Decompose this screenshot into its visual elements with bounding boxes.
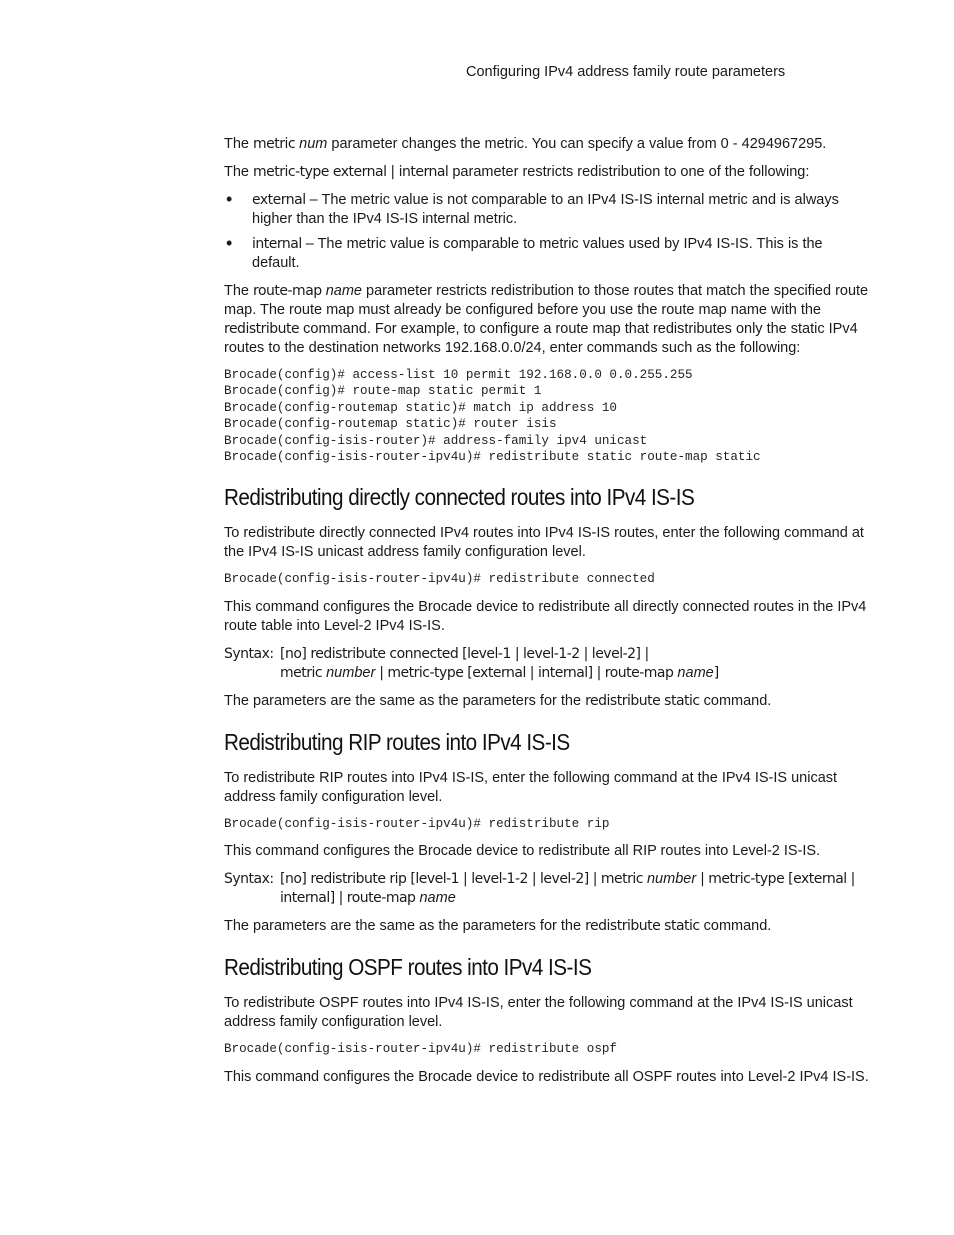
section-paragraph: This command configures the Brocade device to redistribute all OSPF routes into Level-2 IPv4 IS-IS.: [224, 1068, 869, 1085]
section-heading: Redistributing OSPF routes into IPv4 IS-IS: [224, 954, 592, 981]
section-heading: Redistributing directly connected routes into IPv4 IS-IS: [224, 484, 695, 511]
section-paragraph: This command configures the Brocade device to redistribute all RIP routes into Level-2 IS-IS.: [224, 843, 821, 860]
syntax-label: Syntax:: [224, 645, 274, 662]
section-heading: Redistributing RIP routes into IPv4 IS-IS: [224, 728, 570, 755]
code-example: Brocade(config-isis-router-ipv4u)# redistribute rip: [224, 816, 610, 831]
route-map-paragraph: The route-map name parameter restricts redistribution to those routes that match the specified route map. The route map must already be configured before you use the route map name with the redistribute command. For example, to configure a route map that redistributes only the static IPv4 routes to the destination networks 192.168.0.0/24, enter commands such as the following:: [224, 283, 869, 356]
section-paragraph: To redistribute directly connected IPv4 routes into IPv4 IS-IS routes, enter the following command at the IPv4 IS-IS unicast address family configuration level.: [224, 525, 864, 561]
metric-type-paragraph: The metric-type external | internal parameter restricts redistribution to one of the following:: [224, 164, 810, 180]
running-header: Configuring IPv4 address family route parameters: [466, 64, 786, 80]
metric-type-list: [224, 191, 874, 273]
syntax-block: [224, 870, 874, 908]
section-paragraph: This command configures the Brocade device to redistribute all directly connected routes in the IPv4 route table into Level-2 IPv4 IS-IS.: [224, 598, 867, 634]
syntax-body: [no] redistribute connected [level-1 | level-1-2 | level-2] | metric number | metric-type [external | internal] | route-map name]: [280, 645, 719, 681]
metric-paragraph: The metric num parameter changes the metric. You can specify a value from 0 - 4294967295.: [224, 136, 827, 152]
list-item: • internal – The metric value is comparable to metric values used by IPv4 IS-IS. This is the default.: [224, 235, 874, 273]
section-paragraph: The parameters are the same as the parameters for the redistribute static command.: [224, 918, 772, 935]
section-paragraph: To redistribute OSPF routes into IPv4 IS-IS, enter the following command at the IPv4 IS-IS unicast address family configuration level.: [224, 995, 853, 1031]
code-example: Brocade(config-isis-router-ipv4u)# redistribute ospf: [224, 1042, 617, 1057]
syntax-label: Syntax:: [224, 871, 274, 888]
syntax-body: [no] redistribute rip [level-1 | level-1-2 | level-2] | metric number | metric-type [external | internal] | route-map name: [280, 871, 855, 907]
page-content: [224, 135, 874, 1096]
syntax-block: [224, 645, 874, 683]
list-item: • external – The metric value is not comparable to an IPv4 IS-IS internal metric and is always higher than the IPv4 IS-IS internal metric.: [224, 191, 874, 229]
section-paragraph: To redistribute RIP routes into IPv4 IS-IS, enter the following command at the IPv4 IS-IS unicast address family configuration level.: [224, 769, 838, 805]
section-paragraph: The parameters are the same as the parameters for the redistribute static command.: [224, 692, 772, 709]
code-example: Brocade(config-isis-router-ipv4u)# redistribute connected: [224, 572, 655, 587]
code-example: Brocade(config)# access-list 10 permit 192.168.0.0 0.0.255.255 Brocade(config)# route-map static permit 1 Brocade(config-routemap static)# match ip address 10 Brocade(config-routemap static)# router isis Brocade(config-isis-router)# address-family ipv4 unicast Brocade(config-isis-router-ipv4u)# redistribute static route-map static: [224, 368, 761, 465]
